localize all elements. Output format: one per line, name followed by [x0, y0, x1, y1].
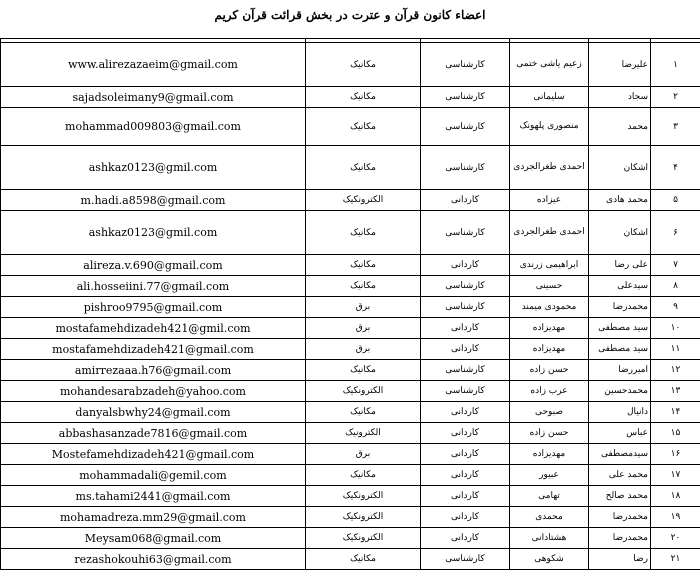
row-number: ۱۴ [651, 402, 700, 423]
last-name: احمدی طغرالجردی [510, 211, 589, 255]
field-of-study: مکانیک [306, 211, 421, 255]
field-of-study: برق [306, 318, 421, 339]
email: mohammad009803@gmail.com [1, 108, 306, 146]
first-name: علی رضا [589, 255, 651, 276]
table-row [1, 211, 700, 255]
row-number: ۱۵ [651, 423, 700, 444]
table-row [1, 297, 700, 318]
email: ashkaz0123@gmil.com [1, 146, 306, 190]
field-of-study: مکانیک [306, 402, 421, 423]
first-name: دانیال [589, 402, 651, 423]
last-name: عرب زاده [510, 381, 589, 402]
table-row [1, 108, 700, 146]
first-name: سید مصطفی [589, 318, 651, 339]
last-name: مهدیزاده [510, 339, 589, 360]
last-name: ابراهیمی زرندی [510, 255, 589, 276]
row-number: ۳ [651, 108, 700, 146]
table-row [1, 486, 700, 507]
degree: کارشناسی [421, 108, 510, 146]
table-row [1, 87, 700, 108]
email: sajadsoleimany9@gmail.com [1, 87, 306, 108]
table-row [1, 276, 700, 297]
field-of-study: مکانیک [306, 360, 421, 381]
last-name: حسن زاده [510, 423, 589, 444]
last-name: تهامی [510, 486, 589, 507]
email: abbashasanzade7816@gmail.com [1, 423, 306, 444]
degree: کاردانی [421, 402, 510, 423]
degree: کارشناسی [421, 87, 510, 108]
first-name: محمدرضا [589, 297, 651, 318]
field-of-study: مکانیک [306, 108, 421, 146]
degree: کاردانی [421, 507, 510, 528]
members-table [0, 38, 700, 570]
table-row [1, 190, 700, 211]
table-row [1, 146, 700, 190]
row-number: ۱۶ [651, 444, 700, 465]
last-name: محمدی [510, 507, 589, 528]
table-row [1, 507, 700, 528]
email: mohamadreza.mm29@gmail.com [1, 507, 306, 528]
degree: کارشناسی [421, 276, 510, 297]
email: rezashokouhi63@gmail.com [1, 549, 306, 570]
email: mostafamehdizadeh421@gmail.com [1, 339, 306, 360]
first-name: محمدحسین [589, 381, 651, 402]
row-number: ۹ [651, 297, 700, 318]
field-of-study: مکانیک [306, 276, 421, 297]
degree: کارشناسی [421, 381, 510, 402]
first-name: محمد [589, 108, 651, 146]
first-name: محمد علی [589, 465, 651, 486]
email: Mostefamehdizadeh421@gmail.com [1, 444, 306, 465]
field-of-study: الکترونیک [306, 423, 421, 444]
table-row [1, 444, 700, 465]
email: ms.tahami2441@gmail.com [1, 486, 306, 507]
field-of-study: مکانیک [306, 465, 421, 486]
last-name: زعیم یاشی ختمی [510, 43, 589, 87]
degree: کارشناسی [421, 146, 510, 190]
first-name: علیرضا [589, 43, 651, 87]
page-title: اعضاء کانون قرآن و عترت در بخش قرائت قرآن کریم [0, 6, 700, 24]
degree: کاردانی [421, 318, 510, 339]
row-number: ۱۲ [651, 360, 700, 381]
row-number: ۴ [651, 146, 700, 190]
last-name: احمدی طغرالجردی [510, 146, 589, 190]
email: amirrezaaa.h76@gmail.com [1, 360, 306, 381]
first-name: سجاد [589, 87, 651, 108]
field-of-study: الکترونکیک [306, 190, 421, 211]
email: mostafamehdizadeh421@gmil.com [1, 318, 306, 339]
field-of-study: الکترونکیک [306, 507, 421, 528]
row-number: ۱۸ [651, 486, 700, 507]
email: danyalsbwhy24@gmail.com [1, 402, 306, 423]
row-number: ۲۱ [651, 549, 700, 570]
field-of-study: برق [306, 444, 421, 465]
email: pishroo9795@gmail.com [1, 297, 306, 318]
row-number: ۱۰ [651, 318, 700, 339]
degree: کارشناسی [421, 43, 510, 87]
first-name: محمدرضا [589, 507, 651, 528]
field-of-study: مکانیک [306, 255, 421, 276]
row-number: ۱۹ [651, 507, 700, 528]
degree: کاردانی [421, 423, 510, 444]
degree: کارشناسی [421, 360, 510, 381]
last-name: سلیمانی [510, 87, 589, 108]
row-number: ۱ [651, 43, 700, 87]
field-of-study: برق [306, 297, 421, 318]
row-number: ۱۳ [651, 381, 700, 402]
first-name: سیدعلی [589, 276, 651, 297]
first-name: امیررضا [589, 360, 651, 381]
email: alireza.v.690@gmail.com [1, 255, 306, 276]
table-row [1, 339, 700, 360]
row-number: ۲۰ [651, 528, 700, 549]
field-of-study: مکانیک [306, 549, 421, 570]
degree: کاردانی [421, 190, 510, 211]
table-row [1, 318, 700, 339]
email: www.alirezazaeim@gmail.com [1, 43, 306, 87]
last-name: شکوهی [510, 549, 589, 570]
row-number: ۶ [651, 211, 700, 255]
table-row [1, 381, 700, 402]
row-number: ۱۱ [651, 339, 700, 360]
field-of-study: الکترونکیک [306, 528, 421, 549]
last-name: حسینی [510, 276, 589, 297]
first-name: محمد صالح [589, 486, 651, 507]
degree: کاردانی [421, 339, 510, 360]
last-name: مهدیزاده [510, 318, 589, 339]
last-name: حسن زاده [510, 360, 589, 381]
degree: کاردانی [421, 255, 510, 276]
degree: کاردانی [421, 465, 510, 486]
email: mohandesarabzadeh@yahoo.com [1, 381, 306, 402]
last-name: هشتادانی [510, 528, 589, 549]
first-name: رضا [589, 549, 651, 570]
email: Meysam068@gmail.com [1, 528, 306, 549]
first-name: سیدمصطفی [589, 444, 651, 465]
first-name: محمدرضا [589, 528, 651, 549]
first-name: سید مصطفی [589, 339, 651, 360]
field-of-study: الکترونکیک [306, 381, 421, 402]
row-number: ۲ [651, 87, 700, 108]
table-row [1, 360, 700, 381]
degree: کارشناسی [421, 211, 510, 255]
degree: کاردانی [421, 486, 510, 507]
last-name: محمودی میمند [510, 297, 589, 318]
email: m.hadi.a8598@gmail.com [1, 190, 306, 211]
first-name: اشکان [589, 211, 651, 255]
field-of-study: مکانیک [306, 87, 421, 108]
table-row [1, 423, 700, 444]
last-name: مهدیزاده [510, 444, 589, 465]
last-name: عبیور [510, 465, 589, 486]
row-number: ۸ [651, 276, 700, 297]
field-of-study: مکانیک [306, 43, 421, 87]
last-name: منصوری پلهونک [510, 108, 589, 146]
email: mohammadali@gemil.com [1, 465, 306, 486]
row-number: ۷ [651, 255, 700, 276]
field-of-study: برق [306, 339, 421, 360]
last-name: صبوحی [510, 402, 589, 423]
table-row [1, 549, 700, 570]
first-name: اشکان [589, 146, 651, 190]
table-row [1, 255, 700, 276]
degree: کاردانی [421, 444, 510, 465]
first-name: عباس [589, 423, 651, 444]
field-of-study: الکترونکیک [306, 486, 421, 507]
first-name: محمد هادی [589, 190, 651, 211]
table-row [1, 402, 700, 423]
degree: کارشناسی [421, 297, 510, 318]
field-of-study: مکانیک [306, 146, 421, 190]
row-number: ۱۷ [651, 465, 700, 486]
table-row [1, 528, 700, 549]
degree: کاردانی [421, 528, 510, 549]
table-row [1, 465, 700, 486]
last-name: عیزاده [510, 190, 589, 211]
row-number: ۵ [651, 190, 700, 211]
degree: کارشناسی [421, 549, 510, 570]
email: ashkaz0123@gmil.com [1, 211, 306, 255]
email: ali.hosseiini.77@gmail.com [1, 276, 306, 297]
table-row [1, 43, 700, 87]
